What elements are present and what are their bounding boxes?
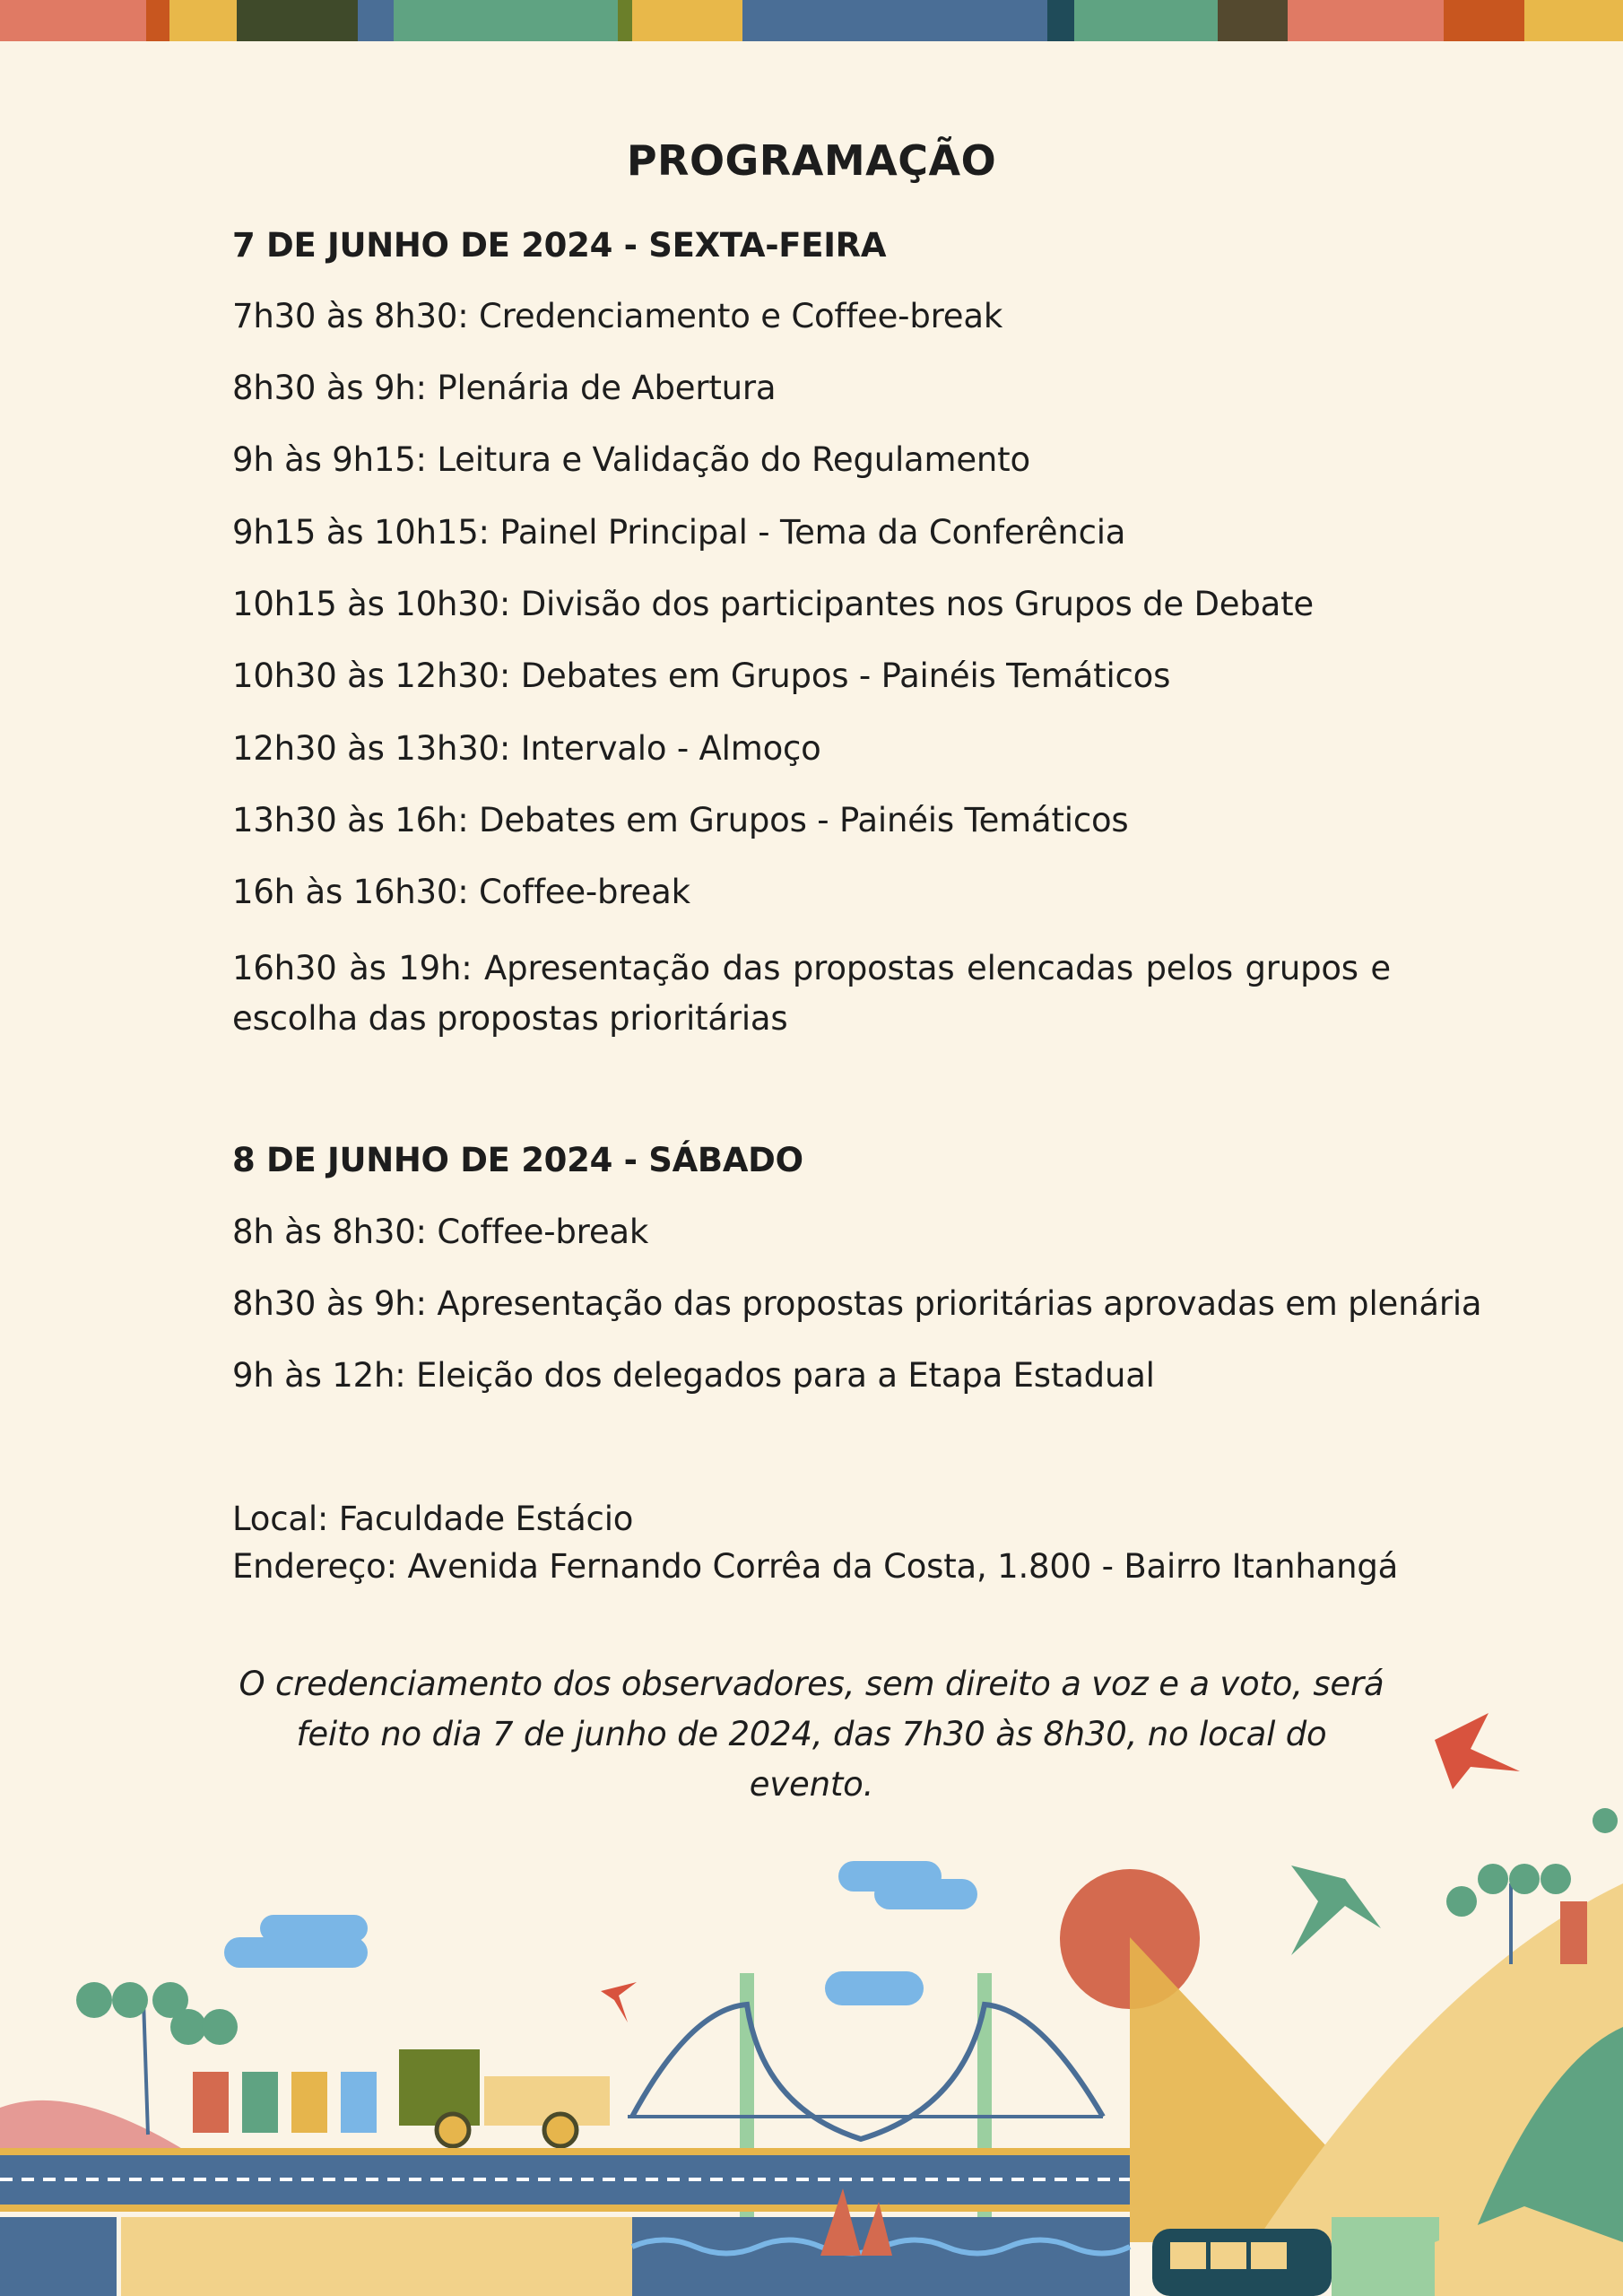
day-heading-friday: 7 DE JUNHO DE 2024 - SEXTA-FEIRA xyxy=(232,226,887,265)
schedule-item: 8h às 8h30: Coffee-break xyxy=(232,1213,649,1251)
schedule-item: 10h15 às 10h30: Divisão dos participantes nos Grupos de Debate xyxy=(232,585,1314,623)
location-text: Local: Faculdade Estácio xyxy=(232,1500,634,1538)
address-text: Endereço: Avenida Fernando Corrêa da Costa, 1.800 - Bairro Itanhangá xyxy=(232,1547,1399,1586)
bird-icon xyxy=(1435,1713,1520,1789)
stripe-segment xyxy=(146,0,169,41)
stripe-segment xyxy=(1218,0,1288,41)
day-heading-saturday: 8 DE JUNHO DE 2024 - SÁBADO xyxy=(232,1141,803,1179)
schedule-item: 12h30 às 13h30: Intervalo - Almoço xyxy=(232,729,821,768)
stripe-segment xyxy=(632,0,742,41)
schedule-item: 16h às 16h30: Coffee-break xyxy=(232,873,690,911)
recycle-bins-icon xyxy=(193,2072,377,2133)
bus-icon xyxy=(1152,2229,1332,2296)
stripe-segment xyxy=(1074,0,1218,41)
stripe-segment xyxy=(618,0,632,41)
schedule-item: 16h30 às 19h: Apresentação das propostas elencadas pelos grupos e escolha das propostas prioritárias xyxy=(232,949,1391,1038)
schedule-item: 9h às 9h15: Leitura e Validação do Regulamento xyxy=(232,440,1030,479)
schedule-item: 9h15 às 10h15: Painel Principal - Tema da Conferência xyxy=(232,513,1126,552)
schedule-item: 7h30 às 8h30: Credenciamento e Coffee-break xyxy=(232,297,1003,335)
stripe-segment xyxy=(0,0,146,41)
credential-note: O credenciamento dos observadores, sem direito a voz e a voto, será feito no dia 7 de junho de 2024, das 7h30 às 8h30, no local do evento. xyxy=(239,1665,1384,1804)
schedule-item: 10h30 às 12h30: Debates em Grupos - Painéis Temáticos xyxy=(232,657,1171,695)
cloud-icon xyxy=(224,1861,977,2005)
truck-icon xyxy=(399,2049,610,2146)
stripe-segment xyxy=(237,0,358,41)
schedule-item: 9h às 12h: Eleição dos delegados para a Etapa Estadual xyxy=(232,1356,1155,1395)
stripe-segment xyxy=(1444,0,1524,41)
bird-icon xyxy=(1291,1866,1381,1955)
tree-icon xyxy=(1593,1808,1618,1833)
city-illustration xyxy=(0,1686,1623,2296)
bird-icon xyxy=(601,1982,637,2022)
stripe-segment xyxy=(358,0,394,41)
schedule-item: 13h30 às 16h: Debates em Grupos - Painéis Temáticos xyxy=(232,801,1129,839)
stripe-segment xyxy=(1524,0,1623,41)
stripe-segment xyxy=(394,0,618,41)
stripe-segment xyxy=(742,0,1047,41)
top-color-stripe xyxy=(0,0,1623,41)
schedule-item: 8h30 às 9h: Plenária de Abertura xyxy=(232,369,777,407)
stripe-segment xyxy=(1288,0,1444,41)
stripe-segment xyxy=(169,0,237,41)
schedule-item: 8h30 às 9h: Apresentação das propostas prioritárias aprovadas em plenária xyxy=(232,1284,1482,1323)
stripe-segment xyxy=(1047,0,1074,41)
page-title: PROGRAMAÇÃO xyxy=(626,136,997,185)
